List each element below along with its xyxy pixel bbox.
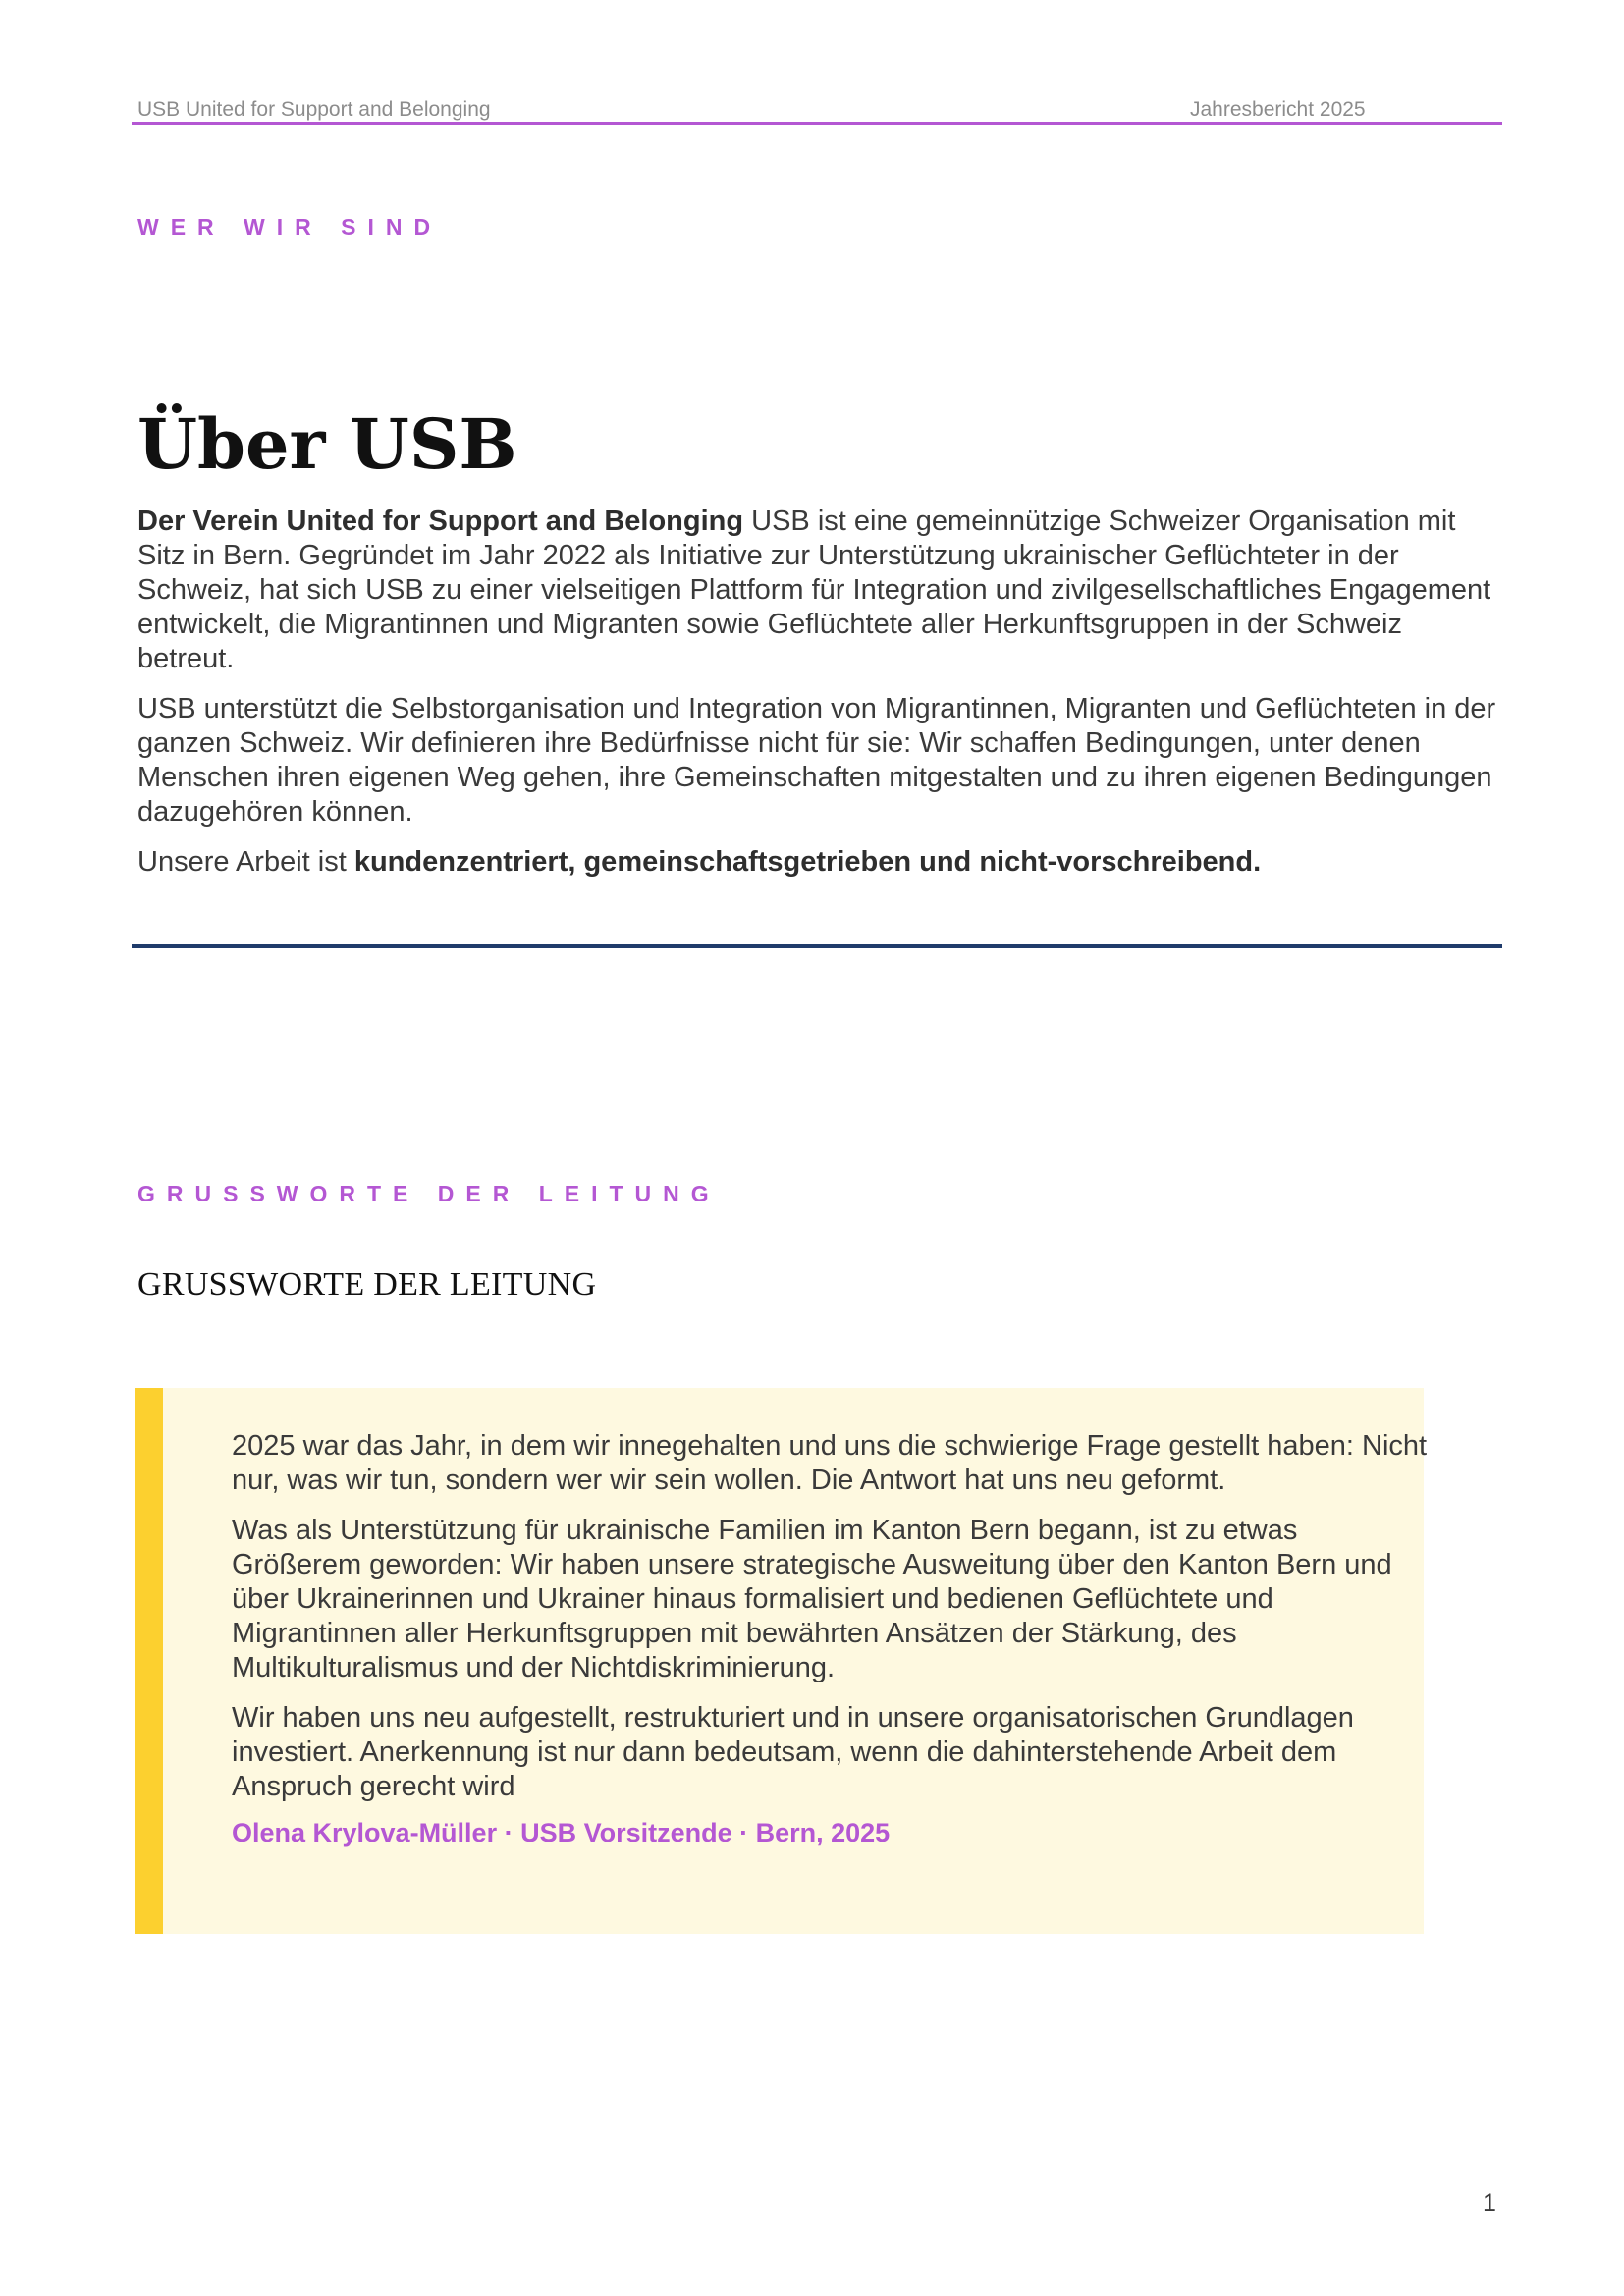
- quote-paragraph-1: 2025 war das Jahr, in dem wir innegehalten und uns die schwierige Frage gestellt haben: Nicht nur, was wir tun, sondern wer wir sein wollen. Die Antwort hat uns neu geformt.: [232, 1430, 1428, 1496]
- section-eyebrow-grussworte: GRUSSWORTE DER LEITUNG: [137, 1181, 721, 1206]
- quote-content: [232, 1429, 1430, 1850]
- about-paragraph-1: [137, 505, 1502, 676]
- about-paragraph-3-lead: Unsere Arbeit ist: [137, 846, 354, 878]
- header-report-title: Jahresbericht 2025: [1190, 98, 1366, 121]
- about-paragraph-1-text: USB ist eine gemeinnützige Schweizer Organisation mit Sitz in Bern. Gegründet im Jahr 2022 als Initiative zur Unterstützung ukrainischer Geflüchteter in der Schweiz, hat sich USB zu einer vielseitigen Plattform für Integration und zivilgesellschaftliches Engagement entwickelt, die Migrantinnen und Migranten sowie Geflüchtete aller Herkunftsgruppen in der Schweiz betreut.: [137, 506, 1491, 674]
- quote-paragraph-3: Wir haben uns neu aufgestellt, restrukturiert und in unsere organisatorischen Grundlagen investiert. Anerkennung ist nur dann bedeutsam, wenn die dahinterstehende Arbeit dem Anspruch gerecht wird: [232, 1702, 1354, 1802]
- org-name-bold: Der Verein United for Support and Belonging: [137, 506, 744, 537]
- header-divider: [132, 122, 1502, 125]
- quote-signature: Olena Krylova-Müller · USB Vorsitzende · Bern, 2025: [232, 1818, 891, 1847]
- about-body: [137, 505, 1502, 895]
- page-title: Über USB: [137, 403, 517, 485]
- leadership-quote-box: [135, 1388, 1428, 1934]
- about-paragraph-3-bold: kundenzentriert, gemeinschaftsgetrieben und nicht-vorschreibend.: [353, 846, 1262, 878]
- about-paragraph-2: USB unterstützt die Selbstorganisation und Integration von Migrantinnen, Migranten und Geflüchteten in der ganzen Schweiz. Wir definieren ihre Bedürfnisse nicht für sie: Wir schaffen Bedingungen, unter denen Menschen ihren eigenen Weg gehen, ihre Gemeinschaften mitgestalten und zu ihren eigenen Bedingungen dazugehören können.: [137, 693, 1496, 828]
- page-number: 1: [1483, 2189, 1496, 2216]
- section-divider: [132, 944, 1502, 948]
- quote-paragraph-2: Was als Unterstützung für ukrainische Familien im Kanton Bern begann, ist zu etwas Größerem geworden: Wir haben unsere strategische Ausweitung über den Kanton Bern und über Ukrainerinnen und Ukrainer hinaus formalisiert und bedienen Geflüchtete und Migrantinnen aller Herkunftsgruppen mit bewährten Ansätzen der Stärkung, des Multikulturalismus und der Nichtdiskriminierung.: [232, 1515, 1392, 1683]
- section-title-grussworte: GRUSSWORTE DER LEITUNG: [137, 1266, 597, 1303]
- header-org-name: USB United for Support and Belonging: [137, 98, 491, 121]
- about-paragraph-3: [137, 845, 1502, 880]
- section-eyebrow-wer-wir-sind: WER WIR SIND: [137, 214, 443, 240]
